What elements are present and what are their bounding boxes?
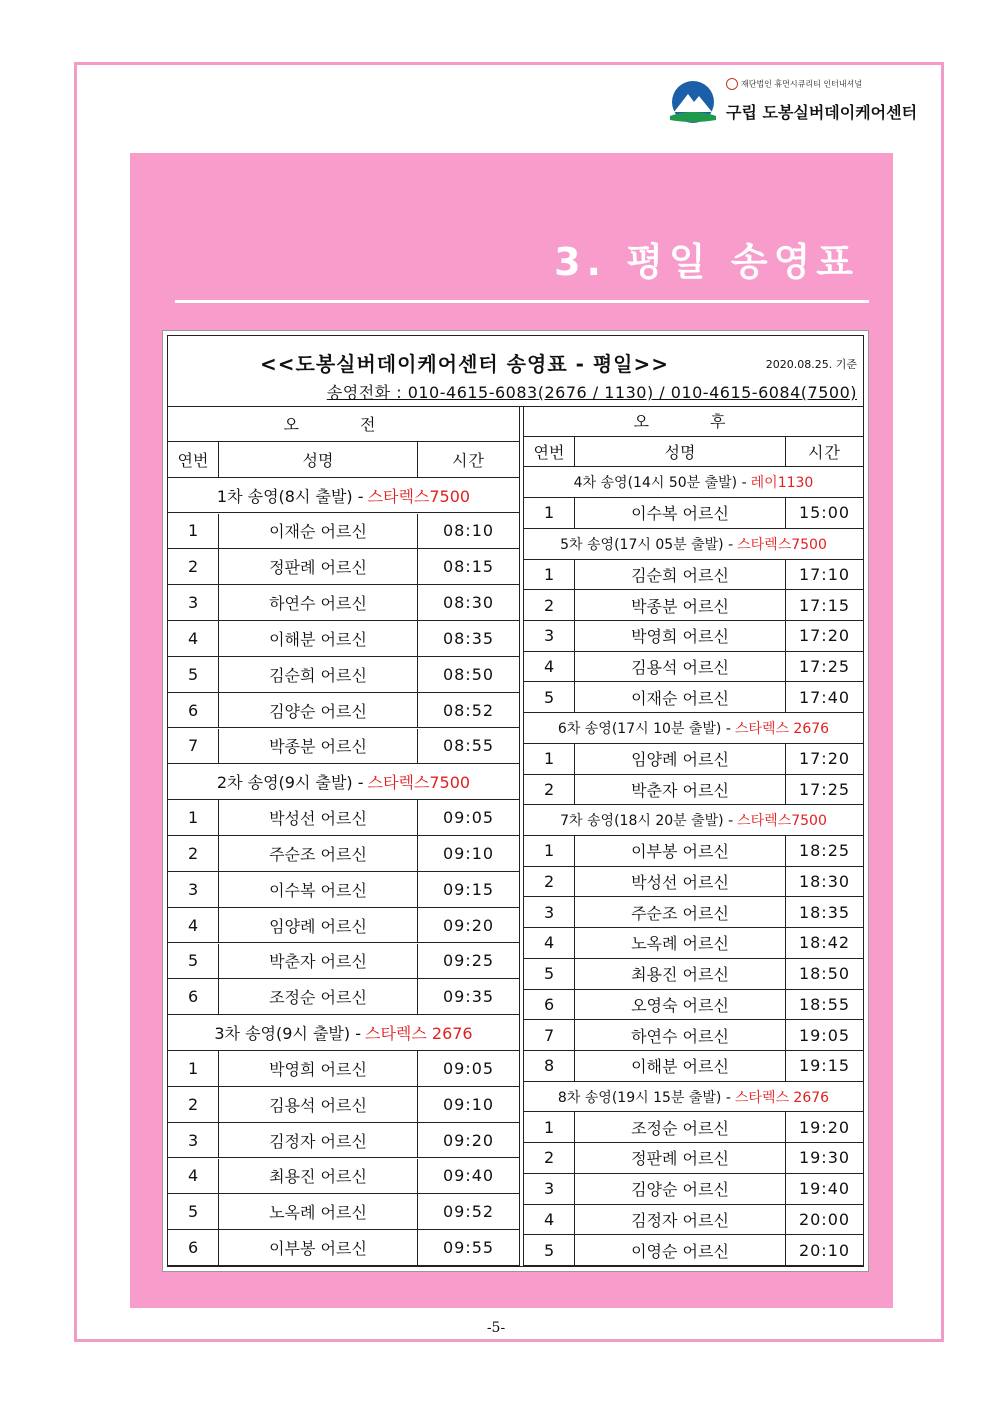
pickup-time: 19:15 <box>785 1051 863 1081</box>
passenger-name: 이영순 어르신 <box>574 1235 785 1265</box>
table-row <box>168 693 519 729</box>
table-row <box>168 657 519 693</box>
row-number: 1 <box>544 1117 555 1137</box>
table-row <box>168 800 519 836</box>
row-number: 6 <box>544 994 555 1014</box>
pm-group-2-header <box>524 529 863 560</box>
passenger-name: 박종분 어르신 <box>218 729 417 764</box>
pickup-time: 17:20 <box>785 744 863 774</box>
pickup-time: 19:30 <box>785 1143 863 1173</box>
pm-group-4-header <box>524 805 863 836</box>
pickup-time: 08:35 <box>417 621 519 656</box>
pickup-time: 08:15 <box>417 549 519 584</box>
pickup-time: 08:52 <box>417 693 519 728</box>
table-row <box>168 944 519 980</box>
am-group-1-header <box>168 478 519 514</box>
table-row <box>524 621 863 652</box>
row-number: 2 <box>544 872 555 892</box>
passenger-name: 박춘자 어르신 <box>218 944 417 979</box>
table-row <box>524 836 863 867</box>
passenger-name: 김용석 어르신 <box>218 1087 417 1122</box>
passenger-name: 하연수 어르신 <box>574 1020 785 1050</box>
row-number: 3 <box>544 626 555 646</box>
pickup-time: 09:55 <box>417 1230 519 1265</box>
row-number: 1 <box>544 749 555 769</box>
table-row <box>168 836 519 872</box>
pickup-time: 17:25 <box>785 652 863 682</box>
passenger-name: 김용석 어르신 <box>574 652 785 682</box>
pickup-time: 19:05 <box>785 1020 863 1050</box>
vehicle-name: 스타렉스7500 <box>367 486 471 506</box>
passenger-name: 노옥례 어르신 <box>218 1194 417 1229</box>
row-number: 2 <box>544 779 555 799</box>
table-row <box>524 590 863 621</box>
row-number: 5 <box>544 687 555 707</box>
row-number: 6 <box>188 700 199 720</box>
afternoon-column <box>523 406 863 1266</box>
passenger-name: 최용진 어르신 <box>218 1159 417 1194</box>
pickup-time: 08:55 <box>417 729 519 764</box>
passenger-name: 하연수 어르신 <box>218 585 417 620</box>
row-number: 2 <box>188 843 199 863</box>
passenger-name: 이수복 어르신 <box>218 872 417 907</box>
pickup-time: 17:40 <box>785 682 863 712</box>
pickup-time: 18:25 <box>785 836 863 866</box>
passenger-name: 최용진 어르신 <box>574 959 785 989</box>
table-row <box>168 1087 519 1123</box>
pickup-time: 09:05 <box>417 800 519 835</box>
row-number: 5 <box>188 951 199 971</box>
pm-group-5-header <box>524 1082 863 1113</box>
table-row <box>168 908 519 944</box>
row-number: 4 <box>188 915 199 935</box>
am-header-row <box>168 442 519 478</box>
passenger-name: 김정자 어르신 <box>574 1205 785 1235</box>
passenger-name: 김순희 어르신 <box>574 560 785 590</box>
passenger-name: 이재순 어르신 <box>574 682 785 712</box>
passenger-name: 임양례 어르신 <box>218 908 417 943</box>
mountain-logo-icon <box>668 80 718 124</box>
passenger-name: 박성선 어르신 <box>218 800 417 835</box>
header-name: 성명 <box>218 442 417 477</box>
pickup-time: 08:10 <box>417 514 519 549</box>
header-time: 시간 <box>785 437 863 467</box>
passenger-name: 주순조 어르신 <box>218 836 417 871</box>
pickup-time: 15:00 <box>785 498 863 528</box>
table-row <box>524 560 863 591</box>
row-number: 3 <box>544 902 555 922</box>
org-line: 재단법인 휴먼시큐리티 인터내셔널 <box>726 78 862 90</box>
row-number: 2 <box>544 595 555 615</box>
passenger-name: 이부봉 어르신 <box>574 836 785 866</box>
pickup-time: 18:42 <box>785 928 863 958</box>
table-row <box>524 1205 863 1236</box>
passenger-name: 정판례 어르신 <box>218 549 417 584</box>
pm-label: 오 후 <box>524 406 863 437</box>
passenger-name: 이해분 어르신 <box>574 1051 785 1081</box>
vehicle-name: 스타렉스 2676 <box>734 720 830 737</box>
am-group-3-header <box>168 1015 519 1051</box>
table-row <box>168 549 519 585</box>
table-row <box>524 1112 863 1143</box>
am-label: 오 전 <box>168 406 519 442</box>
passenger-name: 이해분 어르신 <box>218 621 417 656</box>
sheet-date: 2020.08.25. 기준 <box>765 358 857 371</box>
row-number: 6 <box>188 1238 199 1258</box>
row-number: 4 <box>544 1209 555 1229</box>
pickup-time: 17:25 <box>785 775 863 805</box>
passenger-name: 이부봉 어르신 <box>218 1230 417 1265</box>
pickup-time: 08:30 <box>417 585 519 620</box>
pickup-time: 09:20 <box>417 908 519 943</box>
morning-column <box>168 406 520 1266</box>
table-row <box>524 1143 863 1174</box>
schedule-table <box>167 335 864 1267</box>
row-number: 2 <box>188 1094 199 1114</box>
row-number: 1 <box>188 1058 199 1078</box>
pickup-time: 20:00 <box>785 1205 863 1235</box>
row-number: 7 <box>188 736 199 756</box>
pickup-time: 18:35 <box>785 897 863 927</box>
table-row <box>168 729 519 765</box>
passenger-name: 정판례 어르신 <box>574 1143 785 1173</box>
title-underline <box>175 300 869 303</box>
page-number: -5- <box>486 1320 506 1336</box>
group-label: 8차 송영(19시 15분 출발) - <box>557 1089 731 1106</box>
pickup-time: 09:40 <box>417 1159 519 1194</box>
table-row <box>524 990 863 1021</box>
pickup-time: 17:15 <box>785 590 863 620</box>
passenger-name: 이재순 어르신 <box>218 514 417 549</box>
table-row <box>524 867 863 898</box>
passenger-name: 이수복 어르신 <box>574 498 785 528</box>
row-number: 2 <box>188 557 199 577</box>
pickup-time: 09:20 <box>417 1123 519 1158</box>
table-row <box>524 928 863 959</box>
row-number: 3 <box>188 1130 199 1150</box>
center-name: 구립 도봉실버데이케어센터 <box>726 103 918 122</box>
vehicle-name: 스타렉스 2676 <box>734 1089 830 1106</box>
pickup-time: 19:40 <box>785 1174 863 1204</box>
pickup-time: 09:05 <box>417 1051 519 1086</box>
pickup-time: 19:20 <box>785 1112 863 1142</box>
vehicle-name: 스타렉스7500 <box>737 536 827 553</box>
table-row <box>524 959 863 990</box>
row-number: 1 <box>544 841 555 861</box>
row-number: 5 <box>544 1240 555 1260</box>
group-label: 6차 송영(17시 10분 출발) - <box>557 720 731 737</box>
passenger-name: 노옥례 어르신 <box>574 928 785 958</box>
pickup-time: 17:20 <box>785 621 863 651</box>
center-logo <box>668 78 938 126</box>
org-emblem-icon <box>726 78 738 90</box>
table-row <box>168 621 519 657</box>
table-row <box>524 744 863 775</box>
pickup-time: 17:10 <box>785 560 863 590</box>
table-row <box>524 775 863 806</box>
table-row <box>524 498 863 529</box>
row-number: 3 <box>188 593 199 613</box>
row-number: 5 <box>544 964 555 984</box>
table-row <box>524 1020 863 1051</box>
row-number: 3 <box>544 1179 555 1199</box>
passenger-name: 김양순 어르신 <box>218 693 417 728</box>
vehicle-name: 스타렉스7500 <box>737 813 827 830</box>
passenger-name: 박종분 어르신 <box>574 590 785 620</box>
group-label: 4차 송영(14시 50분 출발) - <box>573 475 747 492</box>
pickup-time: 09:35 <box>417 979 519 1014</box>
table-row <box>168 1230 519 1266</box>
row-number: 1 <box>544 564 555 584</box>
row-number: 3 <box>188 879 199 899</box>
table-row <box>168 585 519 621</box>
table-row <box>168 514 519 550</box>
row-number: 2 <box>544 1148 555 1168</box>
passenger-name: 임양례 어르신 <box>574 744 785 774</box>
vehicle-name: 스타렉스7500 <box>367 773 471 793</box>
header-name: 성명 <box>574 437 785 467</box>
group-label: 5차 송영(17시 05분 출발) - <box>560 536 734 553</box>
group-label: 7차 송영(18시 20분 출발) - <box>560 813 734 830</box>
row-number: 1 <box>544 503 555 523</box>
row-number: 4 <box>188 628 199 648</box>
passenger-name: 박영희 어르신 <box>218 1051 417 1086</box>
table-row <box>168 872 519 908</box>
passenger-name: 조정순 어르신 <box>218 979 417 1014</box>
passenger-name: 김정자 어르신 <box>218 1123 417 1158</box>
passenger-name: 박춘자 어르신 <box>574 775 785 805</box>
sheet-header <box>168 336 863 407</box>
table-row <box>524 1051 863 1082</box>
row-number: 4 <box>544 933 555 953</box>
passenger-name: 주순조 어르신 <box>574 897 785 927</box>
group-label: 1차 송영(8시 출발) - <box>216 486 364 506</box>
passenger-name: 김순희 어르신 <box>218 657 417 692</box>
pickup-time: 08:50 <box>417 657 519 692</box>
header-no: 연번 <box>177 450 209 470</box>
row-number: 4 <box>188 1166 199 1186</box>
schedule-sheet <box>162 330 869 1272</box>
row-number: 5 <box>188 1202 199 1222</box>
pickup-time: 18:30 <box>785 867 863 897</box>
pickup-time: 09:10 <box>417 1087 519 1122</box>
table-row <box>168 1194 519 1230</box>
row-number: 8 <box>544 1056 555 1076</box>
pm-group-1-header <box>524 467 863 498</box>
vehicle-name: 스타렉스 2676 <box>364 1024 473 1044</box>
pm-header-row <box>524 437 863 468</box>
row-number: 1 <box>188 521 199 541</box>
passenger-name: 오영숙 어르신 <box>574 990 785 1020</box>
sheet-title: <<도봉실버데이케어센터 송영표 - 평일>> <box>260 352 670 376</box>
table-row <box>524 1174 863 1205</box>
header-time: 시간 <box>417 442 519 477</box>
table-row <box>524 682 863 713</box>
pickup-time: 09:25 <box>417 944 519 979</box>
row-number: 6 <box>188 987 199 1007</box>
table-row <box>524 897 863 928</box>
pickup-time: 18:50 <box>785 959 863 989</box>
pm-group-3-header <box>524 713 863 744</box>
header-no: 연번 <box>533 443 565 463</box>
table-row <box>168 1159 519 1195</box>
pickup-time: 20:10 <box>785 1235 863 1265</box>
table-row <box>168 979 519 1015</box>
row-number: 1 <box>188 808 199 828</box>
group-label: 2차 송영(9시 출발) - <box>216 773 364 793</box>
row-number: 4 <box>544 657 555 677</box>
pickup-time: 09:52 <box>417 1194 519 1229</box>
row-number: 7 <box>544 1025 555 1045</box>
vehicle-name: 레이1130 <box>750 475 814 492</box>
passenger-name: 박성선 어르신 <box>574 867 785 897</box>
sheet-phone: 송영전화 : 010-4615-6083(2676 / 1130) / 010-4615-6084(7500) <box>326 383 857 402</box>
pickup-time: 18:55 <box>785 990 863 1020</box>
am-group-2-header <box>168 764 519 800</box>
passenger-name: 김양순 어르신 <box>574 1174 785 1204</box>
pickup-time: 09:10 <box>417 836 519 871</box>
passenger-name: 박영희 어르신 <box>574 621 785 651</box>
pickup-time: 09:15 <box>417 872 519 907</box>
table-row <box>524 1235 863 1266</box>
section-title: 3. 평일 송영표 <box>554 240 859 284</box>
table-row <box>168 1123 519 1159</box>
passenger-name: 조정순 어르신 <box>574 1112 785 1142</box>
table-row <box>168 1051 519 1087</box>
table-row <box>524 652 863 683</box>
group-label: 3차 송영(9시 출발) - <box>214 1024 361 1044</box>
row-number: 5 <box>188 664 199 684</box>
